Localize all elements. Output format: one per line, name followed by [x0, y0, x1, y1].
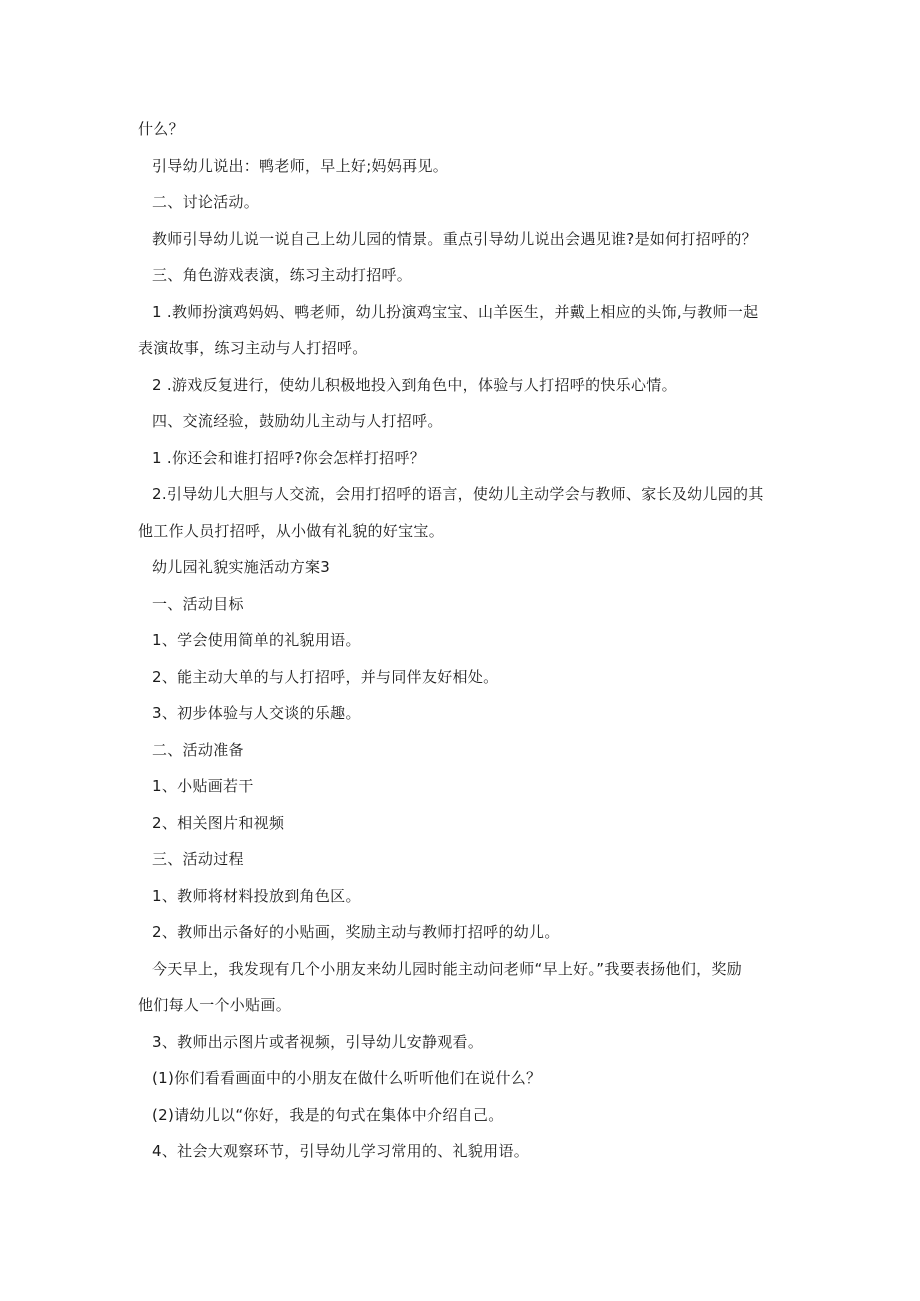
section-heading: 四、交流经验，鼓励幼儿主动与人打招呼。 — [152, 412, 443, 430]
text-line: 教师引导幼儿说一说自己上幼儿园的情景。重点引导幼儿说出会遇见谁?是如何打招呼的？ — [152, 230, 757, 248]
text-line: 他工作人员打招呼，从小做有礼貌的好宝宝。 — [138, 522, 445, 540]
text-line: 什么？ — [138, 120, 184, 138]
section-heading: 三、活动过程 — [152, 850, 244, 868]
section-heading: 三、角色游戏表演，练习主动打招呼。 — [152, 266, 413, 284]
section-heading: 一、活动目标 — [152, 595, 244, 613]
list-item: 2.引导幼儿大胆与人交流，会用打招呼的语言，使幼儿主动学会与教师、家长及幼儿园的其 — [152, 485, 764, 503]
section-heading: 二、活动准备 — [152, 741, 244, 759]
list-item: (1)你们看看画面中的小朋友在做什么听听他们在说什么？ — [152, 1069, 542, 1087]
text-line: 表演故事，练习主动与人打招呼。 — [138, 339, 368, 357]
list-item: 1、学会使用简单的礼貌用语。 — [152, 631, 361, 649]
list-item: 2 .游戏反复进行，使幼儿积极地投入到角色中，体验与人打招呼的快乐心情。 — [152, 376, 677, 394]
list-item: 4、社会大观察环节，引导幼儿学习常用的、礼貌用语。 — [152, 1142, 530, 1160]
text-line: 他们每人一个小贴画。 — [138, 996, 292, 1014]
document-subtitle: 幼儿园礼貌实施活动方案3 — [152, 558, 331, 576]
list-item: 2、相关图片和视频 — [152, 814, 285, 832]
list-item: 3、教师出示图片或者视频，引导幼儿安静观看。 — [152, 1033, 484, 1051]
list-item: (2)请幼儿以“你好，我是的句式在集体中介绍自己。 — [152, 1106, 504, 1124]
list-item: 1 .教师扮演鸡妈妈、鸭老师，幼儿扮演鸡宝宝、山羊医生，并戴上相应的头饰,与教师一起 — [152, 303, 759, 321]
list-item: 1、教师将材料投放到角色区。 — [152, 887, 361, 905]
text-line: 引导幼儿说出：鸭老师，早上好;妈妈再见。 — [152, 157, 449, 175]
list-item: 2、能主动大单的与人打招呼，并与同伴友好相处。 — [152, 668, 499, 686]
list-item: 1 .你还会和谁打招呼?你会怎样打招呼？ — [152, 449, 426, 467]
section-heading: 二、讨论活动。 — [152, 193, 260, 211]
text-line: 今天早上，我发现有几个小朋友来幼儿园时能主动问老师“早上好。”我要表扬他们，奖励 — [152, 960, 743, 978]
list-item: 2、教师出示备好的小贴画，奖励主动与教师打招呼的幼儿。 — [152, 923, 560, 941]
list-item: 1、小贴画若干 — [152, 777, 254, 795]
list-item: 3、初步体验与人交谈的乐趣。 — [152, 704, 361, 722]
